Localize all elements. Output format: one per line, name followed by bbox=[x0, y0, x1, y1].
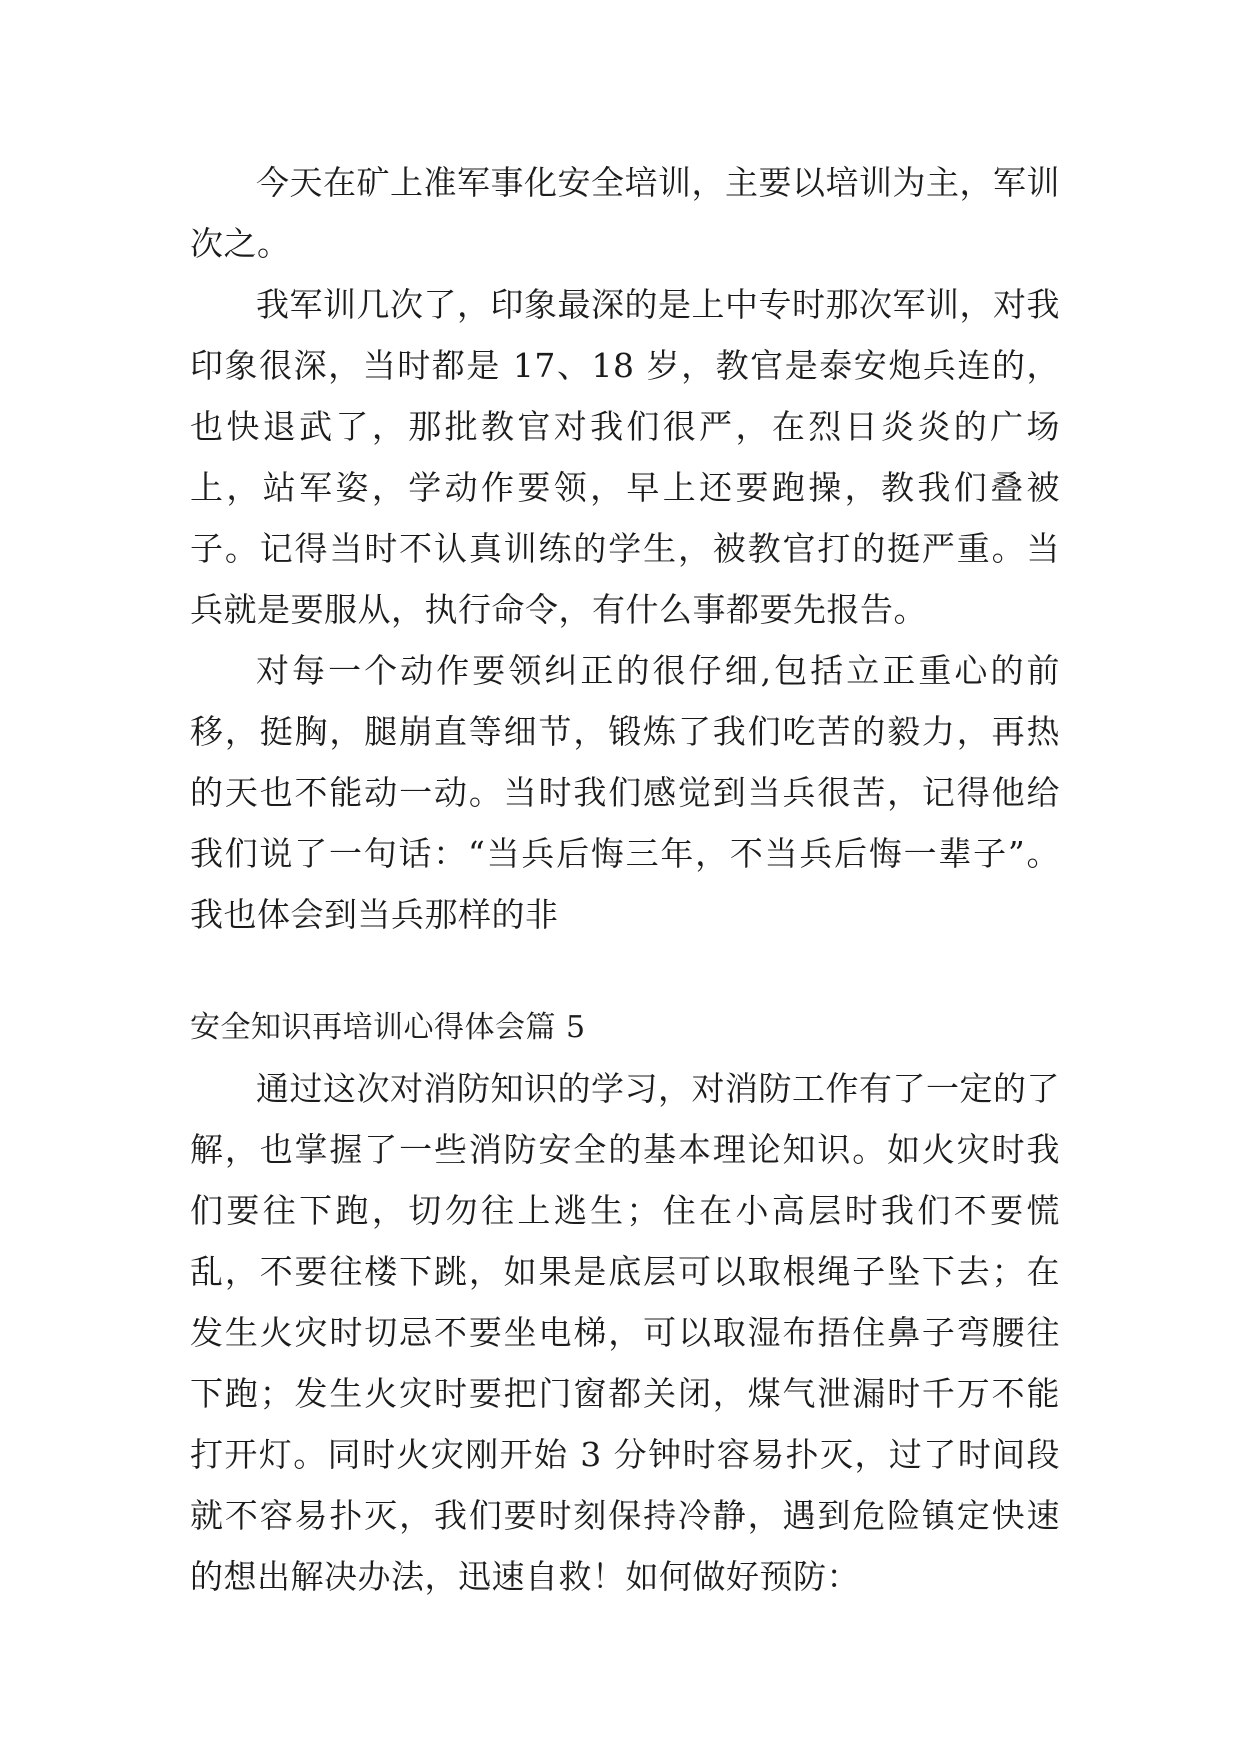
paragraph: 对每一个动作要领纠正的很仔细,包括立正重心的前移，挺胸，腿崩直等细节，锻炼了我们吃苦的毅力，再热的天也不能动一动。当时我们感觉到当兵很苦，记得他给我们说了一句话：“当兵后悔三年，不当兵后悔一辈子”。我也体会到当兵那样的非 bbox=[190, 651, 1060, 934]
paragraph: 通过这次对消防知识的学习，对消防工作有了一定的了解，也掌握了一些消防安全的基本理论知识。如火灾时我们要往下跑，切勿往上逃生；住在小高层时我们不要慌乱，不要往楼下跳，如果是底层可以取根绳子坠下去；在发生火灾时切忌不要坐电梯，可以取湿布捂住鼻子弯腰往下跑；发生火灾时要把门窗都关闭，煤气泄漏时千万不能打开灯。同时火灾刚开始 3 分钟时容易扑灭，过了时间段就不容易扑灭，我们要时刻保持冷静，遇到危险镇定快速的想出解决办法，迅速自救！如何做好预防： bbox=[190, 1069, 1060, 1596]
section-title: 安全知识再培训心得体会篇 5 bbox=[190, 1010, 586, 1045]
paragraph: 我军训几次了，印象最深的是上中专时那次军训，对我印象很深，当时都是 17、18 岁，教官是泰安炮兵连的，也快退武了，那批教官对我们很严，在烈日炎炎的广场上，站军姿，学动作要领，早上还要跑操，教我们叠被子。记得当时不认真训练的学生，被教官打的挺严重。当兵就是要服从，执行命令，有什么事都要先报告。 bbox=[190, 285, 1060, 629]
document-body bbox=[190, 152, 1060, 1607]
paragraph: 今天在矿上准军事化安全培训，主要以培训为主，军训次之。 bbox=[190, 163, 1060, 263]
